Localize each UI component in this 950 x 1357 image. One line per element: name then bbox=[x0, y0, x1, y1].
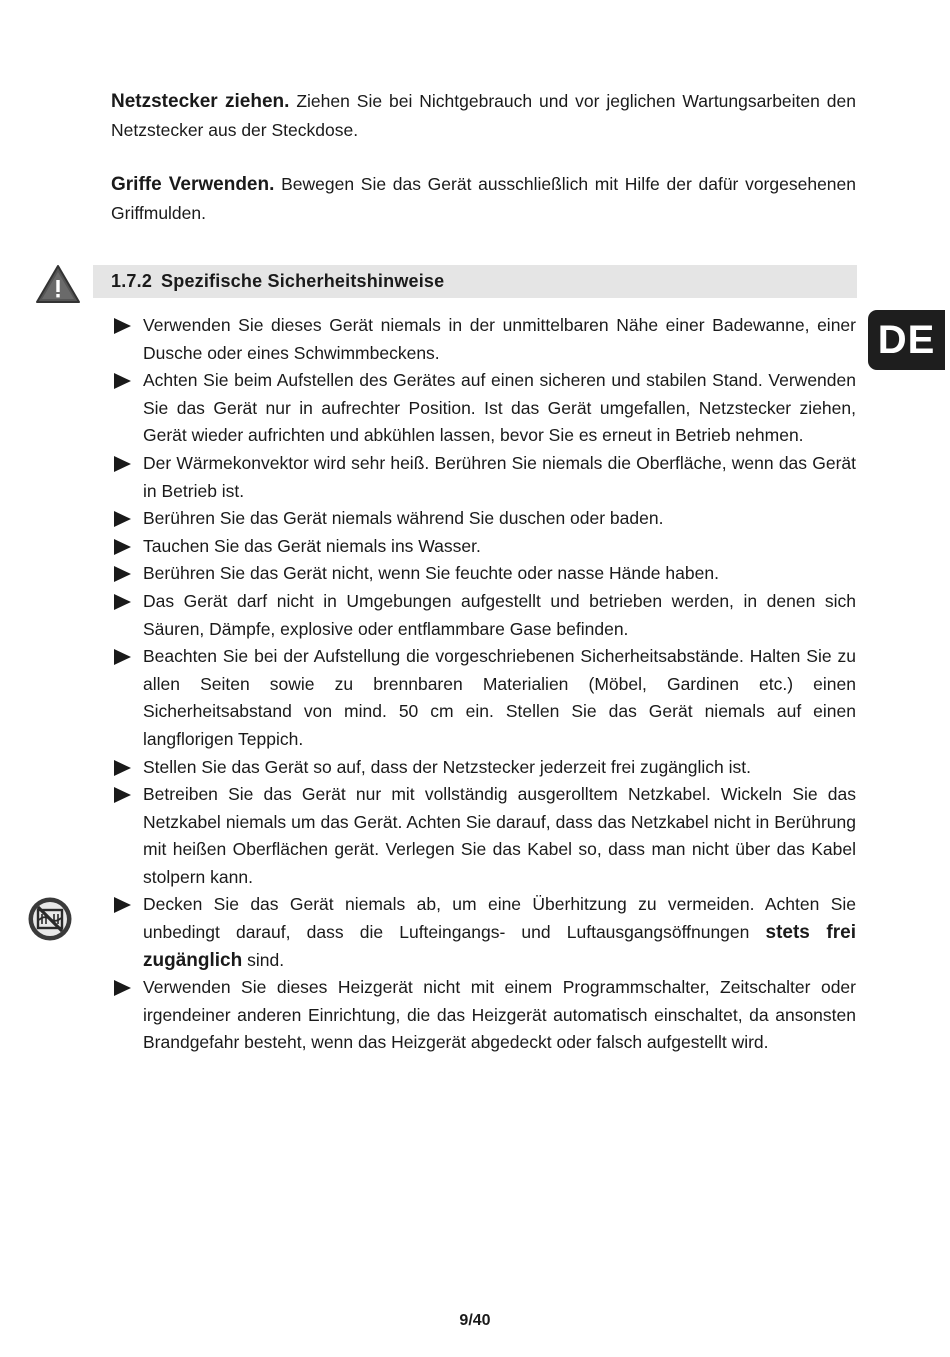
warning-triangle-icon bbox=[35, 264, 81, 304]
list-item-text: Der Wärmekonvektor wird sehr heiß. Berühren Sie niemals die Oberfläche, wenn das Gerät in Betrieb ist. bbox=[143, 452, 856, 501]
list-item-text: Achten Sie beim Aufstellen des Gerätes auf einen sicheren und stabilen Stand. Verwenden Sie das Gerät nur in aufrechter Position. Ist das Gerät umgefallen, Netzstecker ziehen, Gerät wieder aufrichten und abkühlen lassen, bevor Sie es erneut in Betrieb nehmen. bbox=[143, 370, 856, 446]
page-number: 9/40 bbox=[459, 1312, 491, 1329]
bullet-arrow-icon bbox=[114, 760, 131, 776]
bullet-arrow-icon bbox=[114, 318, 131, 334]
list-item bbox=[111, 891, 856, 974]
list-item bbox=[111, 754, 856, 782]
paragraph-lead: Netzstecker ziehen. bbox=[111, 91, 290, 112]
list-item bbox=[111, 367, 856, 450]
list-item-text: Betreiben Sie das Gerät nur mit vollständig ausgerolltem Netzkabel. Wickeln Sie das Netzkabel niemals um das Gerät. Achten Sie darauf, dass das Netzkabel nicht in Berührung mit heißen Oberflächen gerät. Verlegen Sie das Kabel so, dass man nicht über das Kabel stolpern kann. bbox=[143, 784, 856, 887]
paragraph-text: Ziehen Sie bei Nichtgebrauch und vor jeglichen Wartungsarbeiten den Netzstecker aus der Steckdose. bbox=[111, 91, 856, 140]
list-item bbox=[111, 533, 856, 561]
list-item-text: Decken Sie das Gerät niemals ab, um eine Überhitzung zu vermeiden. Achten Sie unbedingt darauf, dass die Lufteingangs- und Luftausgangsöffnungen bbox=[143, 894, 856, 943]
bullet-arrow-icon bbox=[114, 594, 131, 610]
bullet-arrow-icon bbox=[114, 539, 131, 555]
section-number: 1.7.2 bbox=[111, 271, 153, 291]
safety-list bbox=[111, 312, 856, 1057]
section-title-text: Spezifische Sicherheitshinweise bbox=[161, 271, 445, 291]
bullet-arrow-icon bbox=[114, 373, 131, 389]
bullet-arrow-icon bbox=[114, 566, 131, 582]
list-item bbox=[111, 450, 856, 505]
paragraph-lead: Griffe Verwenden. bbox=[111, 174, 275, 195]
bullet-arrow-icon bbox=[114, 897, 131, 913]
list-item-text: Tauchen Sie das Gerät niemals ins Wasser. bbox=[143, 535, 481, 556]
list-item-text: Verwenden Sie dieses Gerät niemals in der unmittelbaren Nähe einer Badewanne, einer Dusche oder eines Schwimmbeckens. bbox=[143, 315, 856, 363]
list-item-text: Beachten Sie bei der Aufstellung die vorgeschriebenen Sicherheitsabstände. Halten Sie zu allen Seiten sowie zu brennbaren Materialien (Möbel, Gardinen etc.) einen Sicherheitsabstand von mind. 50 cm ein. Stellen Sie das Gerät niemals auf einen langflorigen Teppich. bbox=[143, 646, 856, 749]
list-item bbox=[111, 505, 856, 533]
list-item bbox=[111, 781, 856, 891]
paragraph-unplug bbox=[111, 87, 856, 144]
bullet-arrow-icon bbox=[114, 511, 131, 527]
list-item bbox=[111, 974, 856, 1057]
list-item bbox=[111, 643, 856, 753]
language-tab: DE bbox=[868, 310, 945, 370]
section-title bbox=[111, 265, 444, 298]
do-not-cover-icon bbox=[27, 896, 73, 942]
list-item-text: Das Gerät darf nicht in Umgebungen aufgestellt und betrieben werden, in denen sich Säuren, Dämpfe, explosive oder entflammbare Gase befinden. bbox=[143, 590, 856, 639]
paragraph-handles bbox=[111, 170, 856, 227]
list-item bbox=[111, 312, 856, 367]
bullet-arrow-icon bbox=[114, 456, 131, 472]
list-item-text-after: sind. bbox=[242, 949, 285, 970]
list-item bbox=[111, 560, 856, 588]
list-item-text: Verwenden Sie dieses Heizgerät nicht mit einem Programmschalter, Zeitschalter oder irgendeiner anderen Einrichtung, die das Heizgerät automatisch einschaltet, da ansonsten Brandgefahr besteht, wenn das Heizgerät abgedeckt oder falsch aufgestellt wird. bbox=[143, 977, 856, 1053]
bullet-arrow-icon bbox=[114, 980, 131, 996]
paragraph-text: Bewegen Sie das Gerät ausschließlich mit Hilfe der dafür vorgesehenen Griffmulden. bbox=[111, 174, 856, 223]
list-item-emphasis: stets frei zugänglich bbox=[143, 922, 856, 971]
list-item bbox=[111, 588, 856, 643]
list-item-text: Stellen Sie das Gerät so auf, dass der Netzstecker jederzeit frei zugänglich ist. bbox=[143, 756, 751, 777]
bullet-arrow-icon bbox=[114, 787, 131, 803]
list-item-text: Berühren Sie das Gerät niemals während Sie duschen oder baden. bbox=[143, 508, 664, 529]
list-item-text: Berühren Sie das Gerät nicht, wenn Sie feuchte oder nasse Hände haben. bbox=[143, 563, 719, 584]
bullet-arrow-icon bbox=[114, 649, 131, 665]
